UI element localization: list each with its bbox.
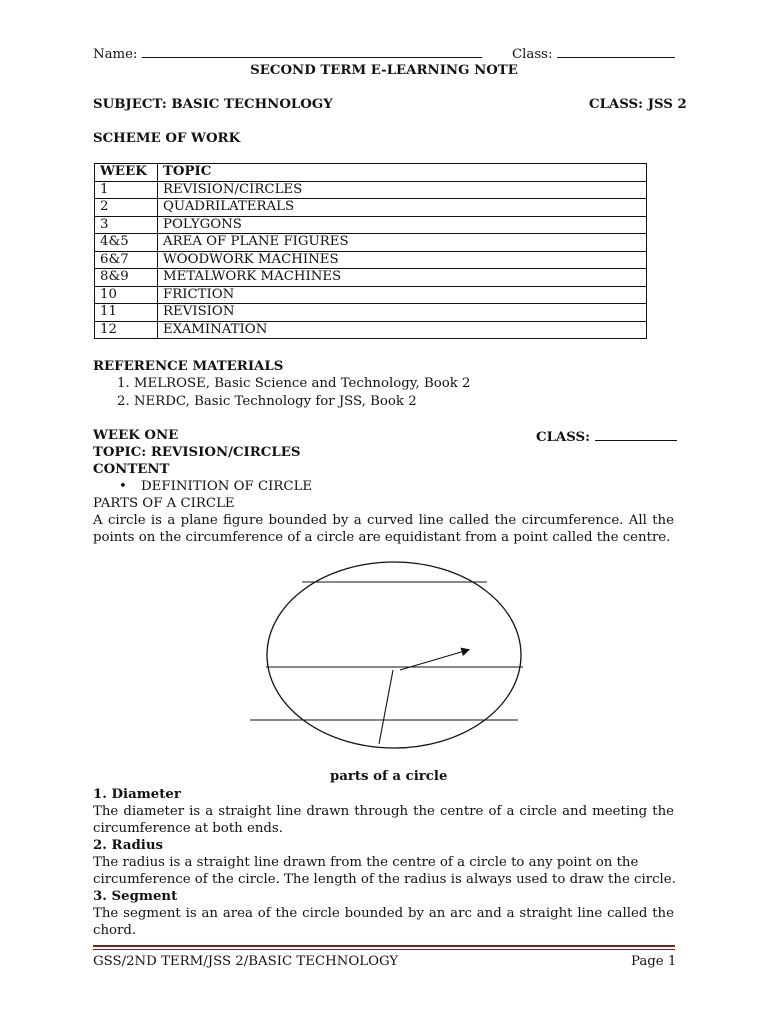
class-field (512, 44, 675, 63)
radius-paragraph-line-2: circumference of the circle. The length of the radius is always used to draw the circle. (93, 872, 676, 887)
week-cell: 4&5 (95, 234, 158, 252)
class-line: CLASS: JSS 2 (589, 97, 687, 112)
col-week-header: WEEK (95, 164, 158, 182)
topic-cell: REVISION (158, 304, 647, 322)
scheme-heading: SCHEME OF WORK (93, 131, 241, 146)
table-row (95, 321, 647, 339)
segment-heading: 3. Segment (93, 889, 178, 904)
footer-left: GSS/2ND TERM/JSS 2/BASIC TECHNOLOGY (93, 954, 399, 969)
topic-cell: FRICTION (158, 286, 647, 304)
document-title: SECOND TERM E-LEARNING NOTE (250, 63, 518, 78)
topic-cell: QUADRILATERALS (158, 199, 647, 217)
topic-cell: METALWORK MACHINES (158, 269, 647, 287)
footer-rule-thin (93, 949, 675, 950)
week-cell: 1 (95, 181, 158, 199)
radius-heading: 2. Radius (93, 838, 163, 853)
reference-item-1: 1. MELROSE, Basic Science and Technology, Book 2 (117, 376, 471, 391)
content-heading: CONTENT (93, 462, 170, 477)
figure-caption: parts of a circle (330, 769, 448, 784)
bullet-text: DEFINITION OF CIRCLE (141, 479, 313, 494)
scheme-table (94, 163, 647, 339)
week-cell: 6&7 (95, 251, 158, 269)
table-row (95, 181, 647, 199)
diameter-paragraph: The diameter is a straight line drawn through the centre of a circle and meeting the circumference at both ends. (93, 804, 674, 837)
week-class-label: CLASS: (536, 430, 591, 445)
class-label: Class: (512, 47, 553, 62)
radius-paragraph-line-1: The radius is a straight line drawn from the centre of a circle to any point on the (93, 855, 639, 870)
diameter-heading: 1. Diameter (93, 787, 181, 802)
name-blank (142, 44, 482, 58)
intro-paragraph: A circle is a plane figure bounded by a curved line called the circumference. All the points on the circumference of a circle are equidistant from a point called the centre. (93, 513, 674, 546)
name-label: Name: (93, 47, 138, 62)
week-class-blank (595, 427, 677, 441)
week-heading: WEEK ONE (93, 428, 179, 443)
topic-cell: AREA OF PLANE FIGURES (158, 234, 647, 252)
footer-rule-thick (93, 945, 675, 947)
week-cell: 8&9 (95, 269, 158, 287)
circle-diagram (240, 560, 540, 770)
reference-item-2: 2. NERDC, Basic Technology for JSS, Book 2 (117, 394, 417, 409)
table-row (95, 234, 647, 252)
table-row (95, 269, 647, 287)
bullet-icon: • (119, 479, 127, 494)
parts-heading: PARTS OF A CIRCLE (93, 496, 235, 511)
name-field (93, 44, 482, 63)
references-heading: REFERENCE MATERIALS (93, 359, 284, 374)
subject-line: SUBJECT: BASIC TECHNOLOGY (93, 97, 333, 112)
topic-cell: WOODWORK MACHINES (158, 251, 647, 269)
topic-cell: EXAMINATION (158, 321, 647, 339)
week-cell: 11 (95, 304, 158, 322)
footer-page-number: Page 1 (631, 954, 677, 969)
radius-line (379, 670, 393, 744)
table-row (95, 304, 647, 322)
table-row (95, 199, 647, 217)
week-cell: 12 (95, 321, 158, 339)
topic-heading: TOPIC: REVISION/CIRCLES (93, 445, 301, 460)
class-blank (557, 44, 675, 58)
col-topic-header: TOPIC (158, 164, 647, 182)
topic-cell: REVISION/CIRCLES (158, 181, 647, 199)
topic-cell: POLYGONS (158, 216, 647, 234)
table-header-row (95, 164, 647, 182)
week-cell: 10 (95, 286, 158, 304)
bullet-item (119, 478, 312, 495)
week-cell: 3 (95, 216, 158, 234)
segment-paragraph: The segment is an area of the circle bounded by an arc and a straight line called the chord. (93, 906, 674, 939)
table-row (95, 286, 647, 304)
week-cell: 2 (95, 199, 158, 217)
week-class-field (536, 427, 677, 446)
table-row (95, 251, 647, 269)
table-row (95, 216, 647, 234)
